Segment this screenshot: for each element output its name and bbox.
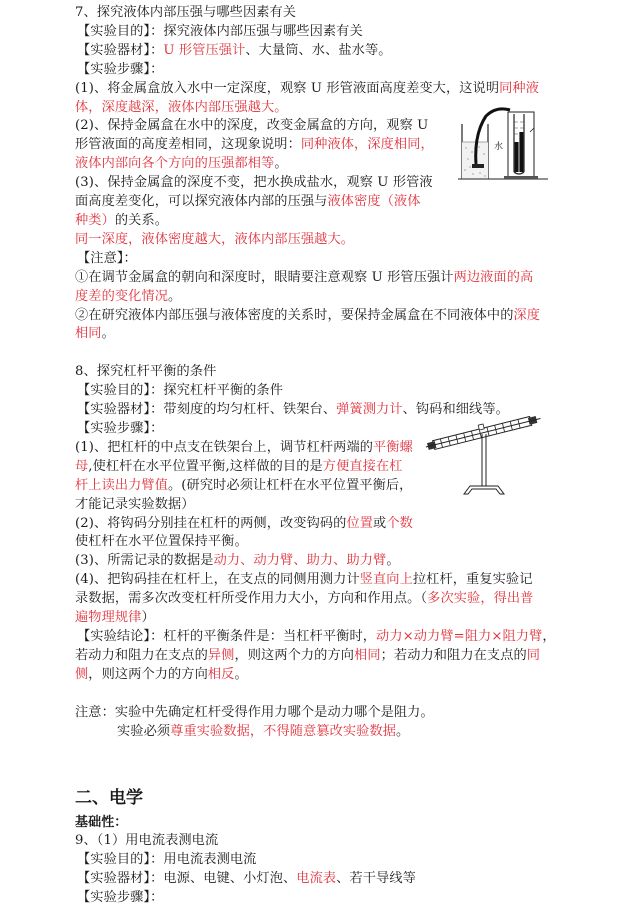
sec7-step3: (3)、保持金属盒的深度不变，把水换成盐水，观察 U 形管液 bbox=[75, 175, 433, 191]
sec7-step1 bbox=[75, 80, 555, 99]
text: 杠杆的平衡条件是：当杠杆平衡时， bbox=[163, 629, 377, 644]
highlight: 异侧 bbox=[207, 647, 235, 663]
sec7-step2: (2)、保持金属盒在水中的深度，改变金属盒的方向，观察 U bbox=[75, 118, 429, 134]
spacer bbox=[75, 344, 555, 363]
highlight: 液体内部向各个方向的压强都相等 bbox=[75, 156, 275, 172]
sec7-note-label: 【注意】： bbox=[77, 250, 137, 266]
highlight: 液体密度（液体 bbox=[327, 194, 421, 210]
text: 。 bbox=[274, 156, 288, 172]
highlight: 多次实验，得出普 bbox=[427, 591, 534, 607]
highlight: 同种液 bbox=[499, 80, 539, 96]
highlight: 相反 bbox=[207, 666, 235, 682]
highlight: 个数 bbox=[386, 515, 413, 531]
text: 。 bbox=[101, 326, 115, 342]
text: (4)、把钩码挂在杠杆上，在支点的同侧用测力计 bbox=[75, 572, 360, 588]
spacer bbox=[75, 685, 555, 704]
sec7-note1-cont bbox=[75, 288, 555, 307]
sec8-conclusion-cont bbox=[75, 647, 555, 666]
sec7-note1 bbox=[75, 269, 555, 288]
sec9-materials bbox=[75, 870, 555, 889]
highlight: 遍物理规律 bbox=[75, 610, 142, 626]
text: (1)、把杠杆的中点支在铁架台上，调节杠杆两端的 bbox=[75, 439, 374, 455]
highlight: U 形管压强计 bbox=[163, 42, 246, 58]
lever-stand-figure bbox=[424, 404, 544, 496]
highlight: 相同 bbox=[354, 647, 381, 663]
text: 面高度差变化，可以探究液体内部的压强与 bbox=[75, 194, 328, 210]
text: 形管液面的高度差相同，这现象说明： bbox=[75, 137, 301, 153]
highlight: 相同 bbox=[75, 326, 102, 342]
value: 、大量筒、水、盐水等。 bbox=[245, 42, 392, 58]
sec8-step4-cont2 bbox=[75, 609, 555, 628]
sec7-conclusion: 同一深度，液体密度越大，液体内部压强越大。 bbox=[75, 231, 355, 247]
label: 【实验器材】： bbox=[77, 42, 164, 58]
sec8-note: 注意：实验中先确定杠杆受得作用力哪个是动力哪个是阻力。 bbox=[75, 704, 434, 720]
highlight: 位置 bbox=[346, 515, 374, 531]
highlight: 母 bbox=[75, 458, 89, 474]
label: 【实验器材】： bbox=[77, 402, 164, 418]
highlight: 深度 bbox=[513, 307, 541, 323]
text: ,使杠杆在水平位置平衡,这样做的目的是 bbox=[88, 458, 323, 474]
text: 录数据，需多次改变杠杆所受作用力大小，方向和作用点。（ bbox=[75, 591, 428, 607]
highlight: 同 bbox=[526, 647, 541, 663]
sec9-steps-label: 【实验步骤】： bbox=[77, 890, 164, 906]
value: 用电流表测电流 bbox=[163, 852, 257, 868]
u-tube-manometer-figure bbox=[452, 104, 552, 184]
sec7-purpose bbox=[75, 23, 555, 42]
text: (3)、所需记录的数据是 bbox=[75, 553, 214, 569]
label: 【实验器材】： bbox=[77, 871, 164, 887]
text: 。(研究时必须让杠杆在水平位置平衡后， bbox=[168, 477, 413, 493]
highlight: 种类） bbox=[75, 212, 115, 228]
section-heading-electricity: 二、电学 bbox=[75, 787, 143, 808]
label: 【实验目的】： bbox=[77, 383, 164, 399]
sec8-step2-cont: 使杠杆在水平位置保持平衡。 bbox=[75, 534, 248, 550]
text: ；若动力和阻力在支点的 bbox=[380, 647, 527, 663]
label: 【实验目的】： bbox=[77, 23, 164, 39]
sec7-step1-cont: 体，深度越深，液体内部压强越大。 bbox=[75, 99, 288, 115]
sec9-purpose bbox=[75, 851, 555, 870]
highlight: 侧 bbox=[75, 666, 89, 682]
highlight: 两边液面的高 bbox=[453, 269, 534, 285]
text: ， bbox=[542, 629, 556, 644]
highlight: 动力、动力臂、助力、助力臂 bbox=[213, 553, 387, 569]
highlight: 弹簧测力计 bbox=[336, 402, 403, 418]
sec8-step3 bbox=[75, 552, 555, 571]
section-8-title: 8、探究杠杆平衡的条件 bbox=[75, 364, 217, 380]
label: 【实验目的】： bbox=[77, 852, 164, 868]
text: 或 bbox=[373, 515, 387, 531]
text: 的关系。 bbox=[114, 212, 169, 228]
value: 电源、电键、小灯泡、 bbox=[163, 871, 297, 887]
text: 。 bbox=[168, 288, 182, 304]
sec8-step1-cont3: 才能记录实验数据） bbox=[75, 496, 195, 512]
sec8-purpose bbox=[75, 382, 555, 401]
text: 实验必须 bbox=[117, 723, 171, 739]
sec8-step4 bbox=[75, 571, 555, 590]
highlight: 动力×动力臂=阻力×阻力臂 bbox=[376, 629, 543, 644]
label: 【实验结论】： bbox=[77, 629, 164, 644]
sec7-note2 bbox=[75, 307, 555, 326]
value: 带刻度的均匀杠杆、铁架台、 bbox=[163, 402, 337, 418]
text: ，则这两个力的方向 bbox=[234, 647, 355, 663]
highlight: 度差的变化情况 bbox=[75, 288, 169, 304]
text: ，则这两个力的方向 bbox=[88, 666, 208, 682]
sec7-steps-label: 【实验步骤】： bbox=[77, 61, 164, 77]
spacer bbox=[75, 742, 555, 780]
sec8-step2 bbox=[75, 515, 555, 534]
text: ①在调节金属盒的朝向和深度时，眼睛要注意观察 U 形管压强计 bbox=[75, 269, 454, 285]
text: 。 bbox=[234, 666, 248, 682]
sec7-materials bbox=[75, 42, 555, 61]
text: ②在研究液体内部压强与液体密度的关系时，要保持金属盒在不同液体中的 bbox=[75, 307, 514, 323]
value: 探究液体内部压强与哪些因素有关 bbox=[163, 23, 363, 39]
section-9-title: 9、（1）用电流表测电流 bbox=[75, 833, 219, 849]
highlight: 竖直向上 bbox=[359, 572, 413, 588]
highlight: 杆上读出力臂值 bbox=[75, 477, 169, 493]
sec7-step3-cont2 bbox=[75, 212, 555, 231]
sec8-step4-cont bbox=[75, 590, 555, 609]
value: 、若干导线等 bbox=[336, 871, 416, 887]
sec7-note2-cont bbox=[75, 325, 555, 344]
text: 。 bbox=[396, 723, 410, 739]
sec8-conclusion-cont2 bbox=[75, 666, 555, 685]
text: 拉杠杆，重复实验记 bbox=[412, 572, 533, 588]
highlight: 尊重实验数据，不得随意篡改实验数据 bbox=[170, 723, 397, 739]
svg-text:水: 水 bbox=[494, 142, 504, 152]
highlight: 电流表 bbox=[296, 871, 337, 887]
text: ） bbox=[141, 610, 155, 626]
highlight: 平衡螺 bbox=[373, 439, 413, 455]
text: (2)、将钩码分别挂在杠杆的两侧，改变钩码的 bbox=[75, 515, 347, 531]
value: 、钩码和细线等。 bbox=[402, 402, 509, 418]
highlight: 同种液体，深度相同， bbox=[300, 137, 434, 153]
text: (1)、将金属盒放入水中一定深度，观察 U 形管液面高度差变大，这说明 bbox=[75, 80, 500, 96]
text: 。 bbox=[386, 553, 400, 569]
sec8-steps-label: 【实验步骤】： bbox=[77, 421, 164, 437]
sec8-note-cont bbox=[75, 723, 555, 742]
section-7-title: 7、探究液体内部压强与哪些因素有关 bbox=[75, 5, 297, 20]
subheading-basic: 基础性： bbox=[75, 814, 128, 830]
sec8-conclusion bbox=[75, 628, 555, 647]
value: 探究杠杆平衡的条件 bbox=[163, 383, 284, 399]
highlight: 方便直接在杠 bbox=[322, 458, 403, 474]
sec7-step3-cont bbox=[75, 193, 555, 212]
text: 若动力和阻力在支点的 bbox=[75, 647, 208, 663]
